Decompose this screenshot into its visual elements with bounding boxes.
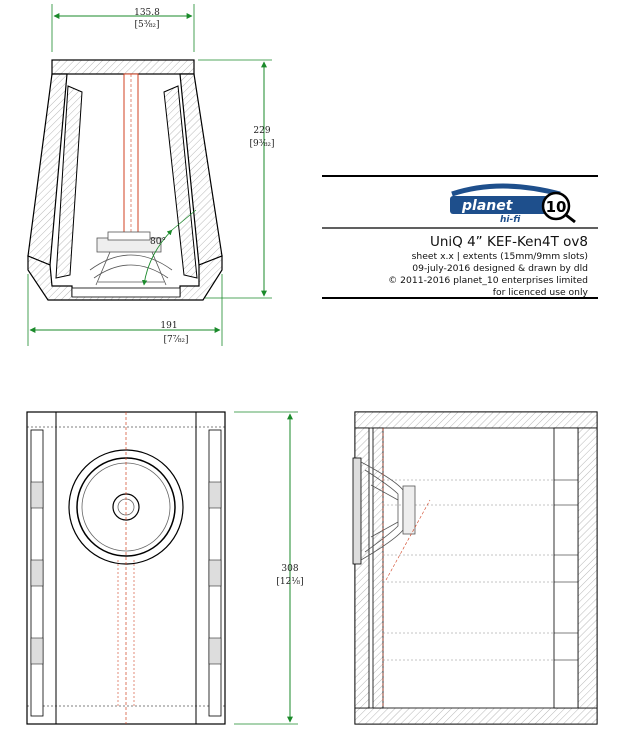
back-panel [578, 428, 597, 708]
planet10-logo [450, 186, 575, 225]
box-height-value: 308 [281, 564, 299, 574]
drawing-title: UniQ 4” KEF-Ken4T ov8 [429, 234, 588, 250]
side-section-view [28, 60, 222, 300]
right-slot-column [209, 430, 221, 716]
left-slot-column [31, 430, 43, 716]
height-value: 229 [253, 126, 271, 136]
dimension-top-width [52, 4, 194, 52]
base-width-fraction: [7⅞₂] [163, 335, 189, 345]
logo-sub: hi-fi [500, 215, 521, 225]
date-line: 09-july-2016 designed & drawn by dld [412, 263, 588, 274]
top-width-value: 135.8 [134, 8, 160, 18]
sheet-line: sheet x.x | extents (15mm/9mm slots) [411, 251, 588, 262]
base-width-value: 191 [160, 321, 178, 331]
side-view [353, 412, 597, 724]
box-height-fraction: [12⅛] [276, 577, 304, 587]
logo-number: 10 [545, 198, 567, 216]
angle-label: 80° [150, 237, 166, 247]
copyright-line: © 2011-2016 planet_10 enterprises limited [388, 275, 588, 286]
top-width-fraction: [5⅜₂] [134, 20, 160, 30]
title-block [322, 176, 598, 298]
logo-word: planet [462, 198, 513, 214]
top-panel [52, 60, 194, 74]
licence-line: for licenced use only [492, 287, 588, 298]
dimension-box-height [234, 412, 304, 724]
front-view [27, 412, 225, 724]
height-fraction: [9⅜₂] [249, 139, 275, 149]
dimension-base-width [28, 274, 222, 346]
